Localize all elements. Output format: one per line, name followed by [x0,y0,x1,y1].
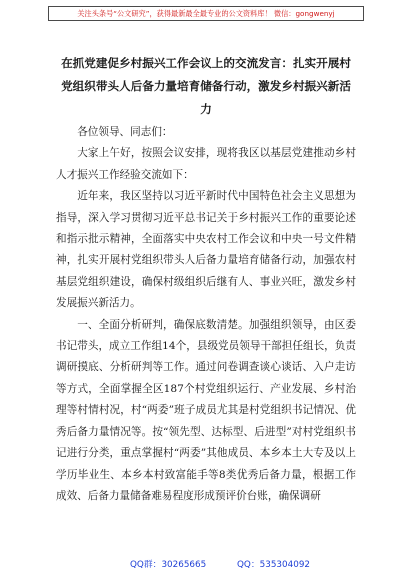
document-body [56,122,356,507]
paragraph: 一、全面分析研判，确保底数清楚。加强组织领导，由区委书记带头，成立工作组14个，县级党员领导干部担任组长，负责调研摸底、分析研判等工作。通过问卷调查谈心谈话、入户走访等方式，全面掌握全区187个村党组织运行、产业发展、乡村治理等村情村况，村“两委”班子成员尤其是村党组织书记情况、优秀后备力量情况等。按“领先型、达标型、后进型”对村党组织书记进行分类，重点掌握村“两委”其他成员、本乡本土大专及以上学历毕业生、本乡本村致富能手等8类优秀后备力量，根据工作成效、后备力量储备难易程度形成预评价台账，确保调研 [56,318,356,502]
salutation: 各位领导、同志们： [77,126,173,138]
paragraph: 近年来，我区坚持以习近平新时代中国特色社会主义思想为指导，深入学习贯彻习近平总书记关于乡村振兴工作的重要论述和指示批示精神，全面落实中央农村工作会议和中央一号文件精神，扎实开展村党组织带头人后备力量培育储备行动，加强农村基层党组织建设，确保村级组织后继有人、事业兴旺，激发乡村发展振兴新活力。 [56,190,356,310]
document-title: 在抓党建促乡村振兴工作会议上的交流发言：扎实开展村党组织带头人后备力量培育储备行动，激发乡村振兴新活力 [61,56,351,116]
header-banner [48,6,364,21]
header-banner-text: 关注头条号“公文研究”，获得最新最全最专业的公文资料库！ 微信：gongwenyj [77,8,335,18]
qq-contact-link[interactable]: QQ：535304092 [237,560,311,570]
paragraph: 大家上午好，按照会议安排，现将我区以基层党建推动乡村人才振兴工作经验交流如下： [56,147,356,181]
footer [0,557,408,571]
qq-group-link[interactable]: QQ群：30265665 [130,560,207,570]
